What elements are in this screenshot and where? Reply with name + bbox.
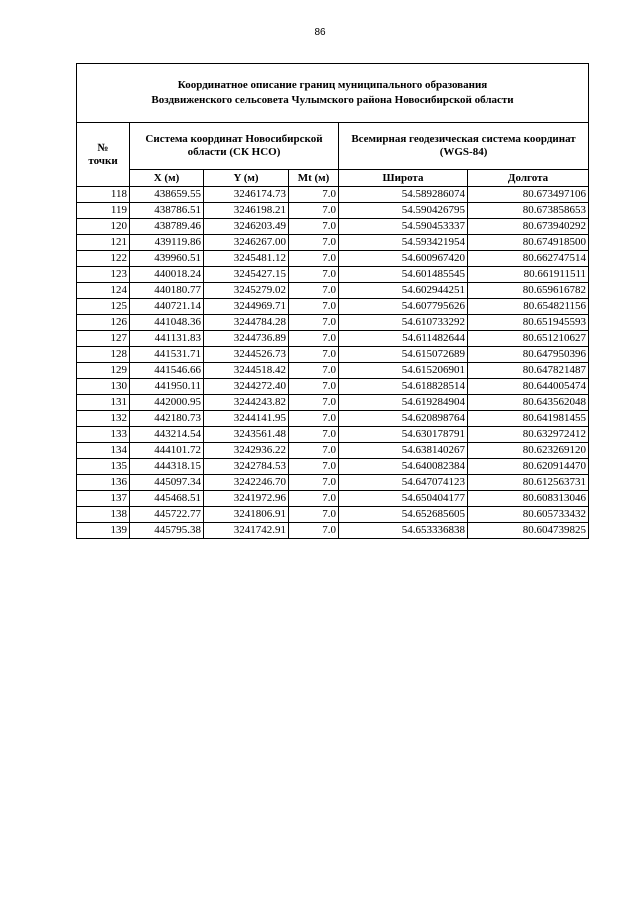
- cell-longitude: 80.651945593: [468, 315, 589, 331]
- cell-x: 438789.46: [130, 219, 204, 235]
- cell-latitude: 54.619284904: [339, 395, 468, 411]
- cell-longitude: 80.604739825: [468, 523, 589, 539]
- cell-mt: 7.0: [289, 331, 339, 347]
- table-row: [77, 459, 589, 475]
- table-row: [77, 411, 589, 427]
- cell-mt: 7.0: [289, 347, 339, 363]
- cell-y: 3244518.42: [204, 363, 289, 379]
- table-row: [77, 267, 589, 283]
- cell-y: 3244736.89: [204, 331, 289, 347]
- cell-point-number: 129: [77, 363, 130, 379]
- cell-y: 3246203.49: [204, 219, 289, 235]
- cell-longitude: 80.623269120: [468, 443, 589, 459]
- cell-point-number: 118: [77, 187, 130, 203]
- cell-x: 440018.24: [130, 267, 204, 283]
- cell-latitude: 54.590426795: [339, 203, 468, 219]
- cell-latitude: 54.630178791: [339, 427, 468, 443]
- coordinates-table: [76, 63, 589, 539]
- cell-point-number: 127: [77, 331, 130, 347]
- table-row: [77, 491, 589, 507]
- cell-y: 3245279.02: [204, 283, 289, 299]
- cell-x: 440721.14: [130, 299, 204, 315]
- cell-latitude: 54.653336838: [339, 523, 468, 539]
- table-row: [77, 379, 589, 395]
- cell-mt: 7.0: [289, 523, 339, 539]
- cell-longitude: 80.647821487: [468, 363, 589, 379]
- cell-x: 442180.73: [130, 411, 204, 427]
- cell-x: 438786.51: [130, 203, 204, 219]
- cell-mt: 7.0: [289, 475, 339, 491]
- header-mt: Mt (м): [289, 170, 339, 187]
- cell-x: 444318.15: [130, 459, 204, 475]
- cell-x: 443214.54: [130, 427, 204, 443]
- table-row: [77, 299, 589, 315]
- cell-longitude: 80.659616782: [468, 283, 589, 299]
- cell-latitude: 54.650404177: [339, 491, 468, 507]
- cell-latitude: 54.647074123: [339, 475, 468, 491]
- cell-y: 3244243.82: [204, 395, 289, 411]
- cell-latitude: 54.589286074: [339, 187, 468, 203]
- cell-point-number: 135: [77, 459, 130, 475]
- cell-longitude: 80.673858653: [468, 203, 589, 219]
- cell-point-number: 138: [77, 507, 130, 523]
- cell-point-number: 123: [77, 267, 130, 283]
- cell-x: 441531.71: [130, 347, 204, 363]
- cell-y: 3241806.91: [204, 507, 289, 523]
- header-x: X (м): [130, 170, 204, 187]
- cell-latitude: 54.618828514: [339, 379, 468, 395]
- header-point-number-word: точки: [88, 154, 118, 167]
- title-line-2: Воздвиженского сельсовета Чулымского района Новосибирской области: [151, 94, 514, 106]
- cell-y: 3241972.96: [204, 491, 289, 507]
- table-row: [77, 251, 589, 267]
- table-row: [77, 203, 589, 219]
- table-title: [77, 64, 589, 123]
- header-longitude: Долгота: [468, 170, 589, 187]
- cell-latitude: 54.615206901: [339, 363, 468, 379]
- cell-longitude: 80.643562048: [468, 395, 589, 411]
- cell-x: 442000.95: [130, 395, 204, 411]
- cell-longitude: 80.620914470: [468, 459, 589, 475]
- cell-latitude: 54.590453337: [339, 219, 468, 235]
- cell-longitude: 80.644005474: [468, 379, 589, 395]
- cell-point-number: 139: [77, 523, 130, 539]
- cell-mt: 7.0: [289, 427, 339, 443]
- cell-x: 440180.77: [130, 283, 204, 299]
- cell-latitude: 54.601485545: [339, 267, 468, 283]
- cell-y: 3244141.95: [204, 411, 289, 427]
- table-row: [77, 523, 589, 539]
- cell-mt: 7.0: [289, 491, 339, 507]
- cell-latitude: 54.620898764: [339, 411, 468, 427]
- table-row: [77, 395, 589, 411]
- header-point-number: [77, 123, 130, 187]
- cell-point-number: 119: [77, 203, 130, 219]
- cell-y: 3246174.73: [204, 187, 289, 203]
- cell-longitude: 80.651210627: [468, 331, 589, 347]
- cell-latitude: 54.652685605: [339, 507, 468, 523]
- cell-latitude: 54.602944251: [339, 283, 468, 299]
- cell-point-number: 126: [77, 315, 130, 331]
- cell-y: 3242246.70: [204, 475, 289, 491]
- cell-x: 441048.36: [130, 315, 204, 331]
- cell-point-number: 132: [77, 411, 130, 427]
- table-row: [77, 347, 589, 363]
- cell-mt: 7.0: [289, 379, 339, 395]
- cell-mt: 7.0: [289, 363, 339, 379]
- table-row: [77, 283, 589, 299]
- cell-mt: 7.0: [289, 219, 339, 235]
- cell-mt: 7.0: [289, 251, 339, 267]
- cell-x: 441546.66: [130, 363, 204, 379]
- table-row: [77, 187, 589, 203]
- table-row: [77, 315, 589, 331]
- cell-point-number: 136: [77, 475, 130, 491]
- header-y: Y (м): [204, 170, 289, 187]
- cell-mt: 7.0: [289, 443, 339, 459]
- cell-y: 3244784.28: [204, 315, 289, 331]
- cell-mt: 7.0: [289, 203, 339, 219]
- cell-y: 3242784.53: [204, 459, 289, 475]
- cell-latitude: 54.607795626: [339, 299, 468, 315]
- cell-longitude: 80.654821156: [468, 299, 589, 315]
- cell-x: 445097.34: [130, 475, 204, 491]
- table-row: [77, 427, 589, 443]
- page-number: 86: [314, 27, 326, 38]
- cell-latitude: 54.638140267: [339, 443, 468, 459]
- cell-mt: 7.0: [289, 283, 339, 299]
- cell-mt: 7.0: [289, 299, 339, 315]
- cell-longitude: 80.673497106: [468, 187, 589, 203]
- table-row: [77, 475, 589, 491]
- cell-longitude: 80.632972412: [468, 427, 589, 443]
- table-row: [77, 235, 589, 251]
- cell-longitude: 80.674918500: [468, 235, 589, 251]
- cell-longitude: 80.673940292: [468, 219, 589, 235]
- cell-mt: 7.0: [289, 235, 339, 251]
- cell-x: 445795.38: [130, 523, 204, 539]
- table-row: [77, 363, 589, 379]
- cell-mt: 7.0: [289, 315, 339, 331]
- cell-point-number: 133: [77, 427, 130, 443]
- cell-point-number: 131: [77, 395, 130, 411]
- cell-longitude: 80.661911511: [468, 267, 589, 283]
- header-wgs-system: Всемирная геодезическая система координат (WGS-84): [339, 123, 589, 170]
- cell-mt: 7.0: [289, 411, 339, 427]
- cell-y: 3244272.40: [204, 379, 289, 395]
- cell-x: 439960.51: [130, 251, 204, 267]
- table-row: [77, 219, 589, 235]
- cell-x: 441950.11: [130, 379, 204, 395]
- cell-longitude: 80.612563731: [468, 475, 589, 491]
- cell-y: 3244969.71: [204, 299, 289, 315]
- cell-latitude: 54.615072689: [339, 347, 468, 363]
- cell-latitude: 54.600967420: [339, 251, 468, 267]
- cell-y: 3245481.12: [204, 251, 289, 267]
- cell-point-number: 130: [77, 379, 130, 395]
- title-line-1: Координатное описание границ муниципального образования: [177, 79, 488, 91]
- table-row: [77, 331, 589, 347]
- cell-y: 3243561.48: [204, 427, 289, 443]
- cell-point-number: 120: [77, 219, 130, 235]
- cell-longitude: 80.662747514: [468, 251, 589, 267]
- cell-latitude: 54.611482644: [339, 331, 468, 347]
- cell-y: 3246198.21: [204, 203, 289, 219]
- cell-y: 3242936.22: [204, 443, 289, 459]
- header-local-system: Система координат Новосибирской области (СК НСО): [130, 123, 339, 170]
- cell-mt: 7.0: [289, 459, 339, 475]
- cell-latitude: 54.640082384: [339, 459, 468, 475]
- cell-latitude: 54.593421954: [339, 235, 468, 251]
- cell-point-number: 124: [77, 283, 130, 299]
- cell-y: 3241742.91: [204, 523, 289, 539]
- cell-x: 441131.83: [130, 331, 204, 347]
- header-latitude: Широта: [339, 170, 468, 187]
- cell-longitude: 80.647950396: [468, 347, 589, 363]
- cell-point-number: 134: [77, 443, 130, 459]
- cell-mt: 7.0: [289, 267, 339, 283]
- table-row: [77, 507, 589, 523]
- cell-x: 445468.51: [130, 491, 204, 507]
- cell-y: 3246267.00: [204, 235, 289, 251]
- cell-mt: 7.0: [289, 395, 339, 411]
- table-body: [77, 187, 589, 539]
- cell-point-number: 122: [77, 251, 130, 267]
- cell-x: 438659.55: [130, 187, 204, 203]
- cell-mt: 7.0: [289, 187, 339, 203]
- cell-y: 3244526.73: [204, 347, 289, 363]
- cell-longitude: 80.605733432: [468, 507, 589, 523]
- cell-latitude: 54.610733292: [339, 315, 468, 331]
- cell-y: 3245427.15: [204, 267, 289, 283]
- cell-x: 445722.77: [130, 507, 204, 523]
- cell-point-number: 128: [77, 347, 130, 363]
- cell-point-number: 121: [77, 235, 130, 251]
- cell-x: 439119.86: [130, 235, 204, 251]
- cell-x: 444101.72: [130, 443, 204, 459]
- cell-point-number: 125: [77, 299, 130, 315]
- header-point-number-sign: №: [97, 141, 109, 154]
- table-row: [77, 443, 589, 459]
- cell-point-number: 137: [77, 491, 130, 507]
- cell-longitude: 80.608313046: [468, 491, 589, 507]
- cell-mt: 7.0: [289, 507, 339, 523]
- cell-longitude: 80.641981455: [468, 411, 589, 427]
